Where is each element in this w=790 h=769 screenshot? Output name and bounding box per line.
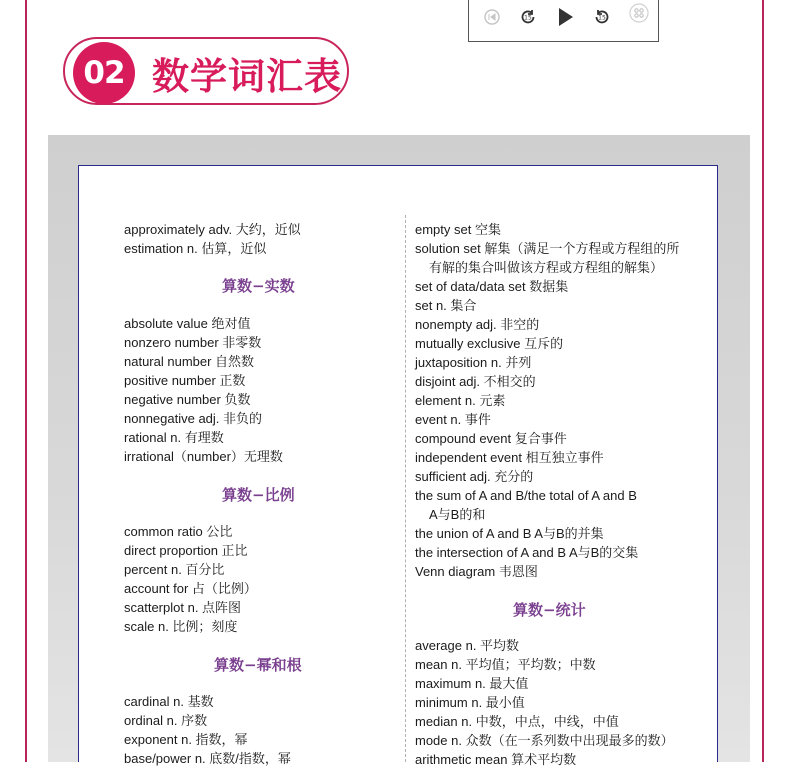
vocab-item: nonzero number 非零数: [124, 335, 262, 350]
vocab-item: scale n. 比例；刻度: [124, 619, 238, 634]
vocab-item: the intersection of A and B A与B的交集: [415, 545, 639, 560]
vocab-item: maximum n. 最大值: [415, 676, 529, 691]
vocab-item: set n. 集合: [415, 298, 477, 313]
vocab-item: solution set 解集（满足一个方程或方程组的所: [415, 241, 680, 256]
vocab-item: disjoint adj. 不相交的: [415, 374, 536, 389]
vocab-item: natural number 自然数: [124, 354, 255, 369]
vocab-item: the union of A and B A与B的并集: [415, 526, 604, 541]
vocab-item: minimum n. 最小值: [415, 695, 525, 710]
vocab-item: median n. 中数，中点，中线，中值: [415, 714, 619, 729]
svg-text:15: 15: [524, 14, 532, 22]
vocab-item: percent n. 百分比: [124, 562, 225, 577]
audio-player-toolbar: [468, 0, 659, 42]
play-icon[interactable]: [552, 4, 578, 30]
vocab-item: cardinal n. 基数: [124, 694, 214, 709]
vocab-item: Venn diagram 韦恩图: [415, 564, 538, 579]
vocab-item: mean n. 平均值；平均数；中数: [415, 657, 596, 672]
vocab-item: ordinal n. 序数: [124, 713, 208, 728]
vocab-item: sufficient adj. 充分的: [415, 469, 534, 484]
right-frame-line: [762, 0, 764, 762]
svg-text:15: 15: [598, 14, 606, 22]
skip-back-icon[interactable]: [479, 4, 505, 30]
vocab-item: nonempty adj. 非空的: [415, 317, 540, 332]
vocab-item: arithmetic mean 算术平均数: [415, 752, 577, 767]
vocab-item: account for 占（比例）: [124, 581, 257, 596]
vocab-item: independent event 相互独立事件: [415, 450, 604, 465]
menu-grid-icon[interactable]: [626, 0, 652, 26]
vocab-item: negative number 负数: [124, 392, 251, 407]
vocab-item: nonnegative adj. 非负的: [124, 411, 263, 426]
vocab-item: set of data/data set 数据集: [415, 279, 569, 294]
section-heading: 算数−统计: [513, 601, 586, 619]
vocab-item: positive number 正数: [124, 373, 246, 388]
vocab-item: estimation n. 估算，近似: [124, 241, 267, 256]
vocab-item: the sum of A and B/the total of A and B: [415, 488, 637, 503]
section-heading: 算数−幂和根: [214, 656, 302, 674]
left-frame-line: [25, 0, 27, 762]
vocab-item: exponent n. 指数，幂: [124, 732, 248, 747]
forward-icon[interactable]: [589, 4, 615, 30]
vocab-item: mutually exclusive 互斥的: [415, 336, 564, 351]
vocab-item-continuation: A与B的和: [429, 507, 486, 522]
vocab-item: base/power n. 底数/指数，幂: [124, 751, 291, 766]
section-title: 数学词汇表: [152, 55, 342, 98]
vocab-item: empty set 空集: [415, 222, 501, 237]
vocab-item-continuation: 有解的集合叫做该方程或方程组的解集）: [429, 260, 664, 275]
vocab-item: approximately adv. 大约，近似: [124, 222, 301, 237]
vocab-item: irrational（number）无理数: [124, 449, 283, 464]
vocab-item: absolute value 绝对值: [124, 316, 251, 331]
vocab-item: mode n. 众数（在一系列数中出现最多的数）: [415, 733, 674, 748]
vocab-item: average n. 平均数: [415, 638, 520, 653]
vocab-item: compound event 复合事件: [415, 431, 567, 446]
vocab-item: common ratio 公比: [124, 524, 233, 539]
vocab-item: element n. 元素: [415, 393, 506, 408]
column-divider: [405, 215, 406, 762]
section-heading: 算数−比例: [222, 486, 295, 504]
vocab-item: rational n. 有理数: [124, 430, 224, 445]
section-heading: 算数−实数: [222, 277, 295, 295]
replay-icon[interactable]: [515, 4, 541, 30]
vocab-item: juxtaposition n. 并列: [415, 355, 532, 370]
vocab-item: event n. 事件: [415, 412, 491, 427]
vocab-item: direct proportion 正比: [124, 543, 248, 558]
section-number: 02: [73, 42, 135, 104]
vocab-item: scatterplot n. 点阵图: [124, 600, 242, 615]
